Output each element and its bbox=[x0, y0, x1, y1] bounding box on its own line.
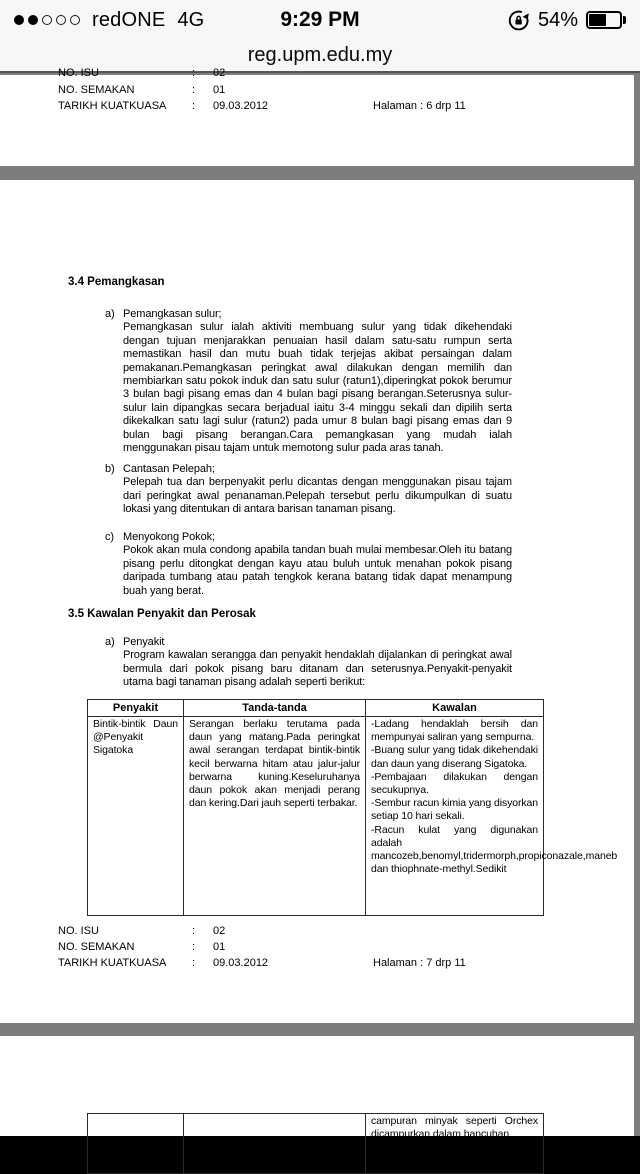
list-item-b-cantasan bbox=[105, 463, 512, 517]
footer-row bbox=[0, 84, 634, 100]
footer-value: 09.03.2012 bbox=[213, 100, 269, 112]
footer-value: 09.03.2012 bbox=[213, 957, 269, 969]
list-item-a-pemangkasan bbox=[105, 308, 512, 455]
column-header: Penyakit bbox=[88, 700, 184, 717]
battery-fill bbox=[589, 14, 606, 26]
item-paragraph: Pemangkasan sulur ialah aktiviti membuang sulur yang tidak dikehendaki dengan tujuan menjarakkan penuaian hasil dalam satu-satu rumpun serta memastikan hasil dan mutu buah tidak terjejas akibat persaingan dalam pemakanan.Pemangkasan peringkat awal dilakukan dengan memilih dan membiarkan satu pokok induk dan satu sulur (ratun1),diperingkat pokok berumur 3 bulan bagi pisang emas dan 4 bulan bagi pisang berangan.Seterusnya sulur-sulur lain dipangkas secara berjadual iaitu 3-4 minggu sekali dan dipilih serta dikekalkan satu lagi sulur (ratun2) pada umur 8 bulan bagi pisang emas dan 9 bulan bagi pisang berangan.Cara pemangkasan yang mudah ialah menggunakan pisau tajam untuk memotong sulur pada aras tanah. bbox=[123, 321, 512, 455]
list-marker: a) bbox=[105, 308, 115, 320]
battery-icon bbox=[586, 11, 626, 29]
footer-colon: : bbox=[192, 100, 196, 112]
battery-percent-label: 54% bbox=[537, 8, 578, 31]
section-heading-3-4: 3.4 Pemangkasan bbox=[68, 276, 165, 288]
url-label[interactable]: reg.upm.edu.my bbox=[247, 44, 393, 66]
kawalan-item: -Buang sulur yang tidak dikehendaki dan daun yang diserang Sigatoka. bbox=[371, 744, 538, 770]
rotation-lock-icon bbox=[507, 9, 530, 32]
column-header: Kawalan bbox=[366, 700, 544, 717]
footer-value: 01 bbox=[213, 941, 226, 953]
footer-colon: : bbox=[192, 84, 196, 96]
footer-row bbox=[0, 925, 634, 941]
cell-tanda-tanda bbox=[184, 1114, 366, 1174]
signal-dot bbox=[28, 15, 38, 25]
table-row bbox=[88, 1114, 544, 1174]
footer-label: TARIKH KUATKUASA bbox=[58, 957, 167, 969]
pdf-viewer[interactable] bbox=[0, 67, 640, 1141]
disease-table bbox=[87, 699, 618, 916]
footer-colon: : bbox=[192, 67, 196, 79]
footer-label: NO. SEMAKAN bbox=[58, 84, 135, 96]
signal-dot bbox=[14, 15, 24, 25]
kawalan-item: -Racun kulat yang digunakan adalah mancozeb,benomyl,tridermorph,propiconazale,maneb dan thiophnate-methyl.Sedikit bbox=[371, 823, 618, 876]
cell-kawalan bbox=[366, 717, 618, 916]
pdf-page-8 bbox=[0, 1036, 634, 1141]
pdf-page-6 bbox=[0, 67, 634, 166]
section-heading-3-5: 3.5 Kawalan Penyakit dan Perosak bbox=[68, 608, 256, 620]
disease-table-continued bbox=[87, 1113, 544, 1174]
item-paragraph: Pelepah tua dan berpenyakit perlu dicantas dengan menggunakan pisau tajam dari peringkat awal penanaman.Pelepah tersebut perlu dikumpulkan di suatu lokasi yang ditentukan di antara barisan tanaman pisang. bbox=[123, 476, 512, 516]
table-header-row bbox=[88, 700, 544, 717]
column-header: Tanda-tanda bbox=[184, 700, 366, 717]
clock: 9:29 PM bbox=[280, 8, 360, 31]
footer-colon: : bbox=[192, 941, 196, 953]
item-title: Cantasan Pelepah; bbox=[123, 463, 215, 475]
cell-kawalan: campuran minyak seperti Orchex dicampurkan dalam bancuhan bbox=[366, 1114, 544, 1174]
pdf-page-7 bbox=[0, 180, 634, 1023]
kawalan-item: -Sembur racun kimia yang disyorkan setiap 10 hari sekali. bbox=[371, 797, 539, 823]
status-right bbox=[507, 9, 626, 32]
item-title: Menyokong Pokok; bbox=[123, 531, 215, 543]
list-item-a-penyakit bbox=[105, 636, 512, 690]
footer-label: NO. SEMAKAN bbox=[58, 941, 135, 953]
status-bar bbox=[0, 0, 640, 40]
list-item-c-menyokong bbox=[105, 531, 512, 598]
signal-dots bbox=[14, 15, 80, 25]
footer-value: 02 bbox=[213, 67, 226, 79]
footer-value: 02 bbox=[213, 925, 226, 937]
cell-penyakit bbox=[88, 1114, 184, 1174]
kawalan-item: -Pembajaan dilakukan dengan secukupnya. bbox=[371, 770, 538, 797]
footer-row bbox=[0, 100, 634, 116]
page-number-label: Halaman : 7 drp 11 bbox=[373, 957, 466, 969]
network-type-label: 4G bbox=[177, 8, 205, 31]
kawalan-item: -Ladang hendaklah bersih dan mempunyai saliran yang sempurna. bbox=[371, 718, 538, 744]
footer-value: 01 bbox=[213, 84, 226, 96]
cell-penyakit: Bintik-bintik Daun @Penyakit Sigatoka bbox=[88, 717, 184, 916]
signal-dot bbox=[42, 15, 52, 25]
footer-row bbox=[0, 957, 634, 973]
cell-tanda-tanda: Serangan berlaku terutama pada daun yang matang.Pada peringkat awal serangan terdapat bintik-bintik kecil berwarna hitam atau jalur-jalur berwarna kuning.Keseluruhanya daun pokok akan menjadi perang dan kering.Dari jauh seperti terbakar. bbox=[184, 717, 366, 916]
footer-row bbox=[0, 941, 634, 957]
footer-colon: : bbox=[192, 957, 196, 969]
item-title: Pemangkasan sulur; bbox=[123, 308, 222, 320]
item-paragraph: Pokok akan mula condong apabila tandan buah mulai membesar.Oleh itu batang pisang perlu ditongkat dengan kayu atau buluh untuk menahan pokok pisang daripada tumbang atau patah tengkok kerana batang tidak dapat menampung buah yang berat. bbox=[123, 544, 512, 597]
footer-label: NO. ISU bbox=[58, 925, 99, 937]
table-row bbox=[88, 717, 544, 916]
list-marker: a) bbox=[105, 636, 115, 648]
status-left bbox=[14, 9, 204, 32]
page-number-label: Halaman : 6 drp 11 bbox=[373, 100, 466, 112]
carrier-label: redONE bbox=[92, 8, 166, 31]
signal-dot bbox=[56, 15, 66, 25]
signal-dot bbox=[70, 15, 80, 25]
list-marker: c) bbox=[105, 531, 114, 543]
list-marker: b) bbox=[105, 463, 115, 475]
footer-label: NO. ISU bbox=[58, 67, 99, 79]
item-paragraph: Program kawalan serangga dan penyakit hendaklah dijalankan di peringkat awal bermula dari pokok pisang baru ditanam dan seterusnya.Penyakit-penyakit utama bagi tanaman pisang adalah seperti berikut: bbox=[123, 649, 512, 689]
item-title: Penyakit bbox=[123, 636, 165, 648]
footer-label: TARIKH KUATKUASA bbox=[58, 100, 167, 112]
footer-row bbox=[0, 67, 634, 83]
footer-colon: : bbox=[192, 925, 196, 937]
